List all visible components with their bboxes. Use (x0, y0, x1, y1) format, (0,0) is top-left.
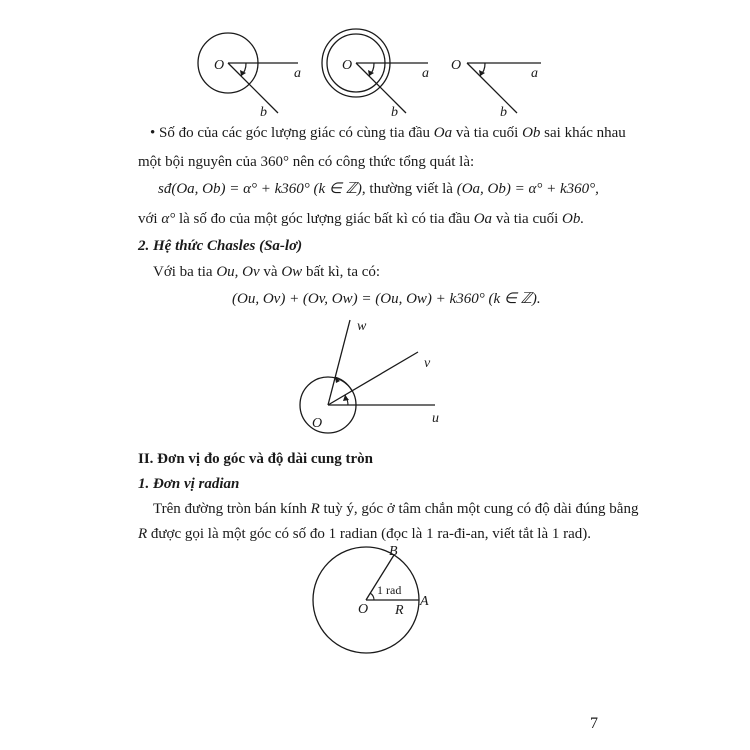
ray-a-label: a (422, 66, 429, 81)
formula-chasles: (Ou, Ov) + (Ov, Ow) = (Ou, Ow) + k360° (k ∈ ℤ). (232, 291, 541, 307)
paragraph-line-6: R được gọi là một góc có số đo 1 radian (đọc là 1 ra-đi-an, viết tắt là 1 rad). (138, 526, 592, 542)
paragraph-line-4: Với ba tia Ou, Ov và Ow bất kì, ta có: (153, 264, 381, 280)
point-b-label: B (389, 544, 398, 559)
point-o-label: O (312, 416, 323, 431)
ray-b-label: b (391, 105, 398, 120)
figure-angle-simple (445, 25, 565, 125)
ray-b-label: b (500, 105, 507, 120)
heading-radian: 1. Đơn vị radian (138, 476, 240, 492)
radius-r-label: R (395, 603, 404, 618)
ray-w-label: w (357, 319, 367, 334)
figure-radian (300, 545, 450, 680)
paragraph-line-2: một bội nguyên của 360° nên có công thức tổng quát là: (138, 154, 475, 170)
bullet: • (150, 125, 156, 141)
point-o-label: O (342, 58, 353, 73)
paragraph-line-3: với α° là số đo của một góc lượng giác bất kì có tia đầu Oa và tia cuối Ob. (138, 211, 585, 227)
figure-angle-multiple-turns (318, 25, 458, 125)
paragraph-line-5: Trên đường tròn bán kính R tuỳ ý, góc ở tâm chắn một cung có độ dài đúng bằng (153, 501, 639, 517)
page-number: 7 (590, 715, 598, 732)
ray-b-label: b (260, 105, 267, 120)
point-o-label: O (358, 602, 369, 617)
ray-u-label: u (432, 411, 439, 426)
point-a-label: A (420, 594, 429, 609)
section-heading-units: II. Đơn vị đo góc và độ dài cung tròn (138, 451, 374, 467)
figure-chasles (290, 315, 460, 440)
formula-sd: sđ(Oa, Ob) = α° + k360° (k ∈ ℤ) (158, 181, 362, 197)
heading-chasles: 2. Hệ thức Chasles (Sa-lơ) (138, 238, 303, 254)
point-o-label: O (214, 58, 225, 73)
ray-a-label: a (531, 66, 538, 81)
formula-short: (Oa, Ob) = α° + k360°, (456, 181, 599, 197)
angle-1rad-label: 1 rad (377, 583, 402, 597)
paragraph-line-1: • Số đo của các góc lượng giác có cùng tia đầu Oa và tia cuối Ob sai khác nhau (150, 125, 626, 141)
formula-general: sđ(Oa, Ob) = α° + k360° (k ∈ ℤ), thường viết là (Oa, Ob) = α° + k360°, (158, 181, 599, 197)
ray-v-label: v (424, 356, 431, 371)
figure-angle-one-turn (190, 25, 320, 125)
ray-a-label: a (294, 66, 301, 81)
point-o-label: O (451, 58, 462, 73)
